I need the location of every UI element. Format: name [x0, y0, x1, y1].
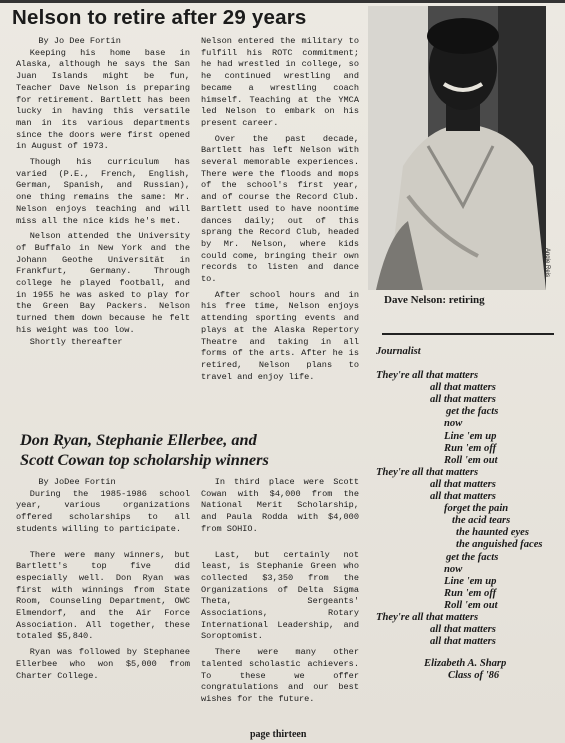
poem-line: They're all that matters — [376, 466, 479, 478]
article2-byline: By JoDee Fortin — [38, 477, 116, 487]
poem-line: get the facts — [446, 551, 499, 563]
photo-credit: Angie Reis — [544, 248, 550, 278]
poem-line: the anguished faces — [456, 539, 543, 551]
article1-column-2 — [201, 36, 359, 383]
article2-paragraph: In third place were Scott Cowan with $4,000 from the National Merit Scholarship, and Paula Rodda with $4,000 from SOHIO. — [201, 477, 359, 534]
article1-paragraph: Over the past decade, Bartlett has left Nelson with several memorable experiences. There were the floods and mops of the school's first year, and of course the Record Club. Bartlett used to have noontime dances daily; out of this sprang the Record Club, headed by Mr. Nelson, where kids could come, bringing their own records to listen and dance to. — [201, 133, 359, 285]
poem-line: Roll 'em out — [444, 599, 498, 611]
poem-line: Run 'em off — [444, 442, 497, 454]
article2-headline-line-1: Don Ryan, Stephanie Ellerbee, and — [20, 430, 257, 449]
article1-paragraph: Nelson attended the University of Buffalo in New York and the Johann Geothe Universität in Frankfurt, Germany. Through college he played football, and in 1955 he was asked to play for the Green Bay Packers. Nelson turned them down because he felt his weight was too low. — [16, 231, 190, 335]
poem-line: all that matters — [430, 478, 496, 490]
photo-caption: Dave Nelson: retiring — [384, 294, 485, 306]
article2-paragraph: There were many other talented scholastic achievers. To these we offer congratulations and our best wishes for the future. — [201, 647, 359, 704]
poem-line: all that matters — [430, 636, 496, 648]
poem-line: now — [444, 418, 463, 430]
poem-line: forget the pain — [444, 503, 509, 515]
poem-line: They're all that matters — [376, 370, 479, 382]
poem-line: Run 'em off — [444, 587, 497, 599]
article2-headline-line-2: Scott Cowan top scholarship winners — [20, 450, 269, 469]
article1-paragraph: Shortly thereafter — [29, 336, 123, 347]
poem-line: all that matters — [430, 624, 496, 636]
poem-line: Line 'em up — [444, 575, 497, 587]
poem-line: now — [444, 563, 463, 575]
poem-line: get the facts — [446, 406, 499, 418]
poem-title: Journalist — [376, 346, 421, 357]
poem-line: Roll 'em out — [444, 454, 498, 466]
poem-line: Line 'em up — [444, 430, 497, 442]
poem-class: Class of '86 — [448, 670, 500, 682]
article1-paragraph: Nelson entered the military to fulfill his ROTC commitment; he had wrestled in college, so he continued wrestling and became a wrestling coach himself. Teaching at the YMCA led Nelson to embark on his present career. — [201, 36, 359, 128]
dave-nelson-photo — [368, 6, 546, 290]
article1-headline: Nelson to retire after 29 years — [12, 6, 307, 29]
poem-author: Elizabeth A. Sharp — [424, 658, 507, 670]
portrait-illustration — [368, 6, 546, 290]
article2-column-2 — [201, 477, 359, 706]
poem-line: the acid tears — [452, 515, 511, 527]
article1-byline: By Jo Dee Fortin — [38, 36, 121, 46]
article2-paragraph: Last, but certainly not least, is Stephanie Green who collected $3,350 from the Organizations of Delta Sigma Theta, Sergeants' Associations, Rotary International Leadership, and Soroptomist. — [201, 549, 359, 642]
poem — [376, 346, 565, 682]
poem-line: all that matters — [430, 491, 496, 503]
poem-line: the haunted eyes — [456, 527, 529, 539]
article2-paragraph: During the 1985-1986 school year, various organizations offered scholarships to all students willing to participate. — [16, 488, 190, 534]
poem-line: They're all that matters — [376, 611, 479, 623]
article2-column-1 — [16, 477, 190, 682]
article1-paragraph: Keeping his home base in Alaska, although he says the San Juan Islands might be fun, Teacher Dave Nelson is preparing for retirement. Bartlett has been lucky in having this versatile man in its various departments since the doors were first opened in August of 1973. — [16, 47, 190, 152]
poem-line: all that matters — [430, 382, 496, 394]
page-number: page thirteen — [250, 729, 307, 740]
article2-paragraph: Ryan was followed by Stephanee Ellerbee who won $5,000 from Charter College. — [16, 647, 190, 681]
article1-paragraph: After school hours and in his free time, Nelson enjoys attending sporting events and plays at the Alaska Repertory Theatre and taking in all forms of the arts. After he is retired, Nelson plans to travel and enjoy life. — [201, 289, 359, 382]
top-rule — [0, 0, 565, 3]
article2-paragraph: There were many winners, but Bartlett's top five did especially well. Don Ryan was first with winnings from State Room, Counseling Department, OWC Elmendorf, and the Air Force Association. All together, these totaled $5,840. — [16, 549, 190, 642]
poem-divider — [382, 333, 554, 335]
article1-column-1 — [16, 36, 190, 348]
poem-line: all that matters — [430, 394, 496, 406]
article1-paragraph: Though his curriculum has varied (P.E., French, English, German, Spanish, and Russian), one thing remains the same: Mr. Nelson enjoys teaching and will miss all the nice kids he's met. — [16, 157, 190, 226]
